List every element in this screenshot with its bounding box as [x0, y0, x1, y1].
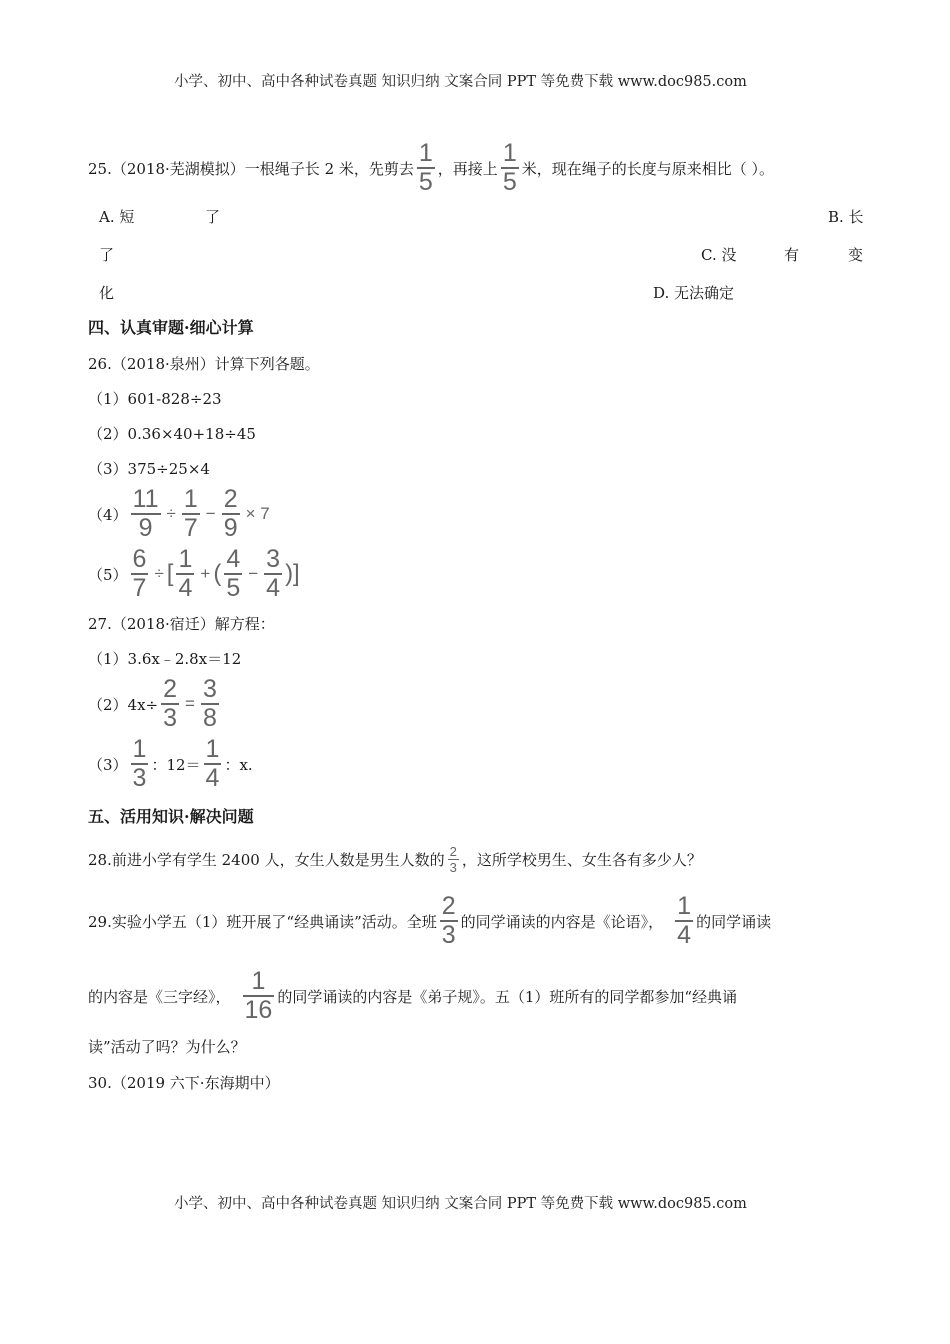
question-29-line-3: 读”活动了吗？为什么？ — [88, 1038, 246, 1056]
q25-text-c: 米，现在绳子的长度与原来相比（ ）。 — [521, 159, 774, 178]
fraction-two-thirds — [440, 894, 458, 948]
fraction-denominator: 5 — [502, 168, 517, 196]
fraction-denominator: 5 — [418, 168, 433, 196]
fraction-eleven-ninths — [131, 487, 161, 541]
fraction-one-sixteenth — [243, 969, 275, 1023]
fraction-three-quarters — [264, 547, 282, 601]
fraction-denominator: 4 — [677, 921, 692, 949]
q27-part-2 — [88, 676, 222, 732]
q29-text-b: 的同学诵读的内容是《论语》， — [460, 912, 664, 931]
fraction-numerator: 1 — [132, 735, 147, 763]
q25-option-d: D. 无法确定 — [653, 284, 735, 302]
fraction-one-fifth — [501, 141, 519, 195]
operator-minus: − — [248, 564, 259, 583]
q29-text-d: 的内容是《三字经》， — [88, 987, 231, 1006]
operator-minus: − — [205, 504, 216, 523]
fraction-denominator: 3 — [449, 859, 457, 875]
fraction-denominator: 7 — [132, 574, 147, 602]
right-brackets: )] — [285, 560, 300, 587]
fraction-denominator: 4 — [205, 764, 220, 792]
fraction-one-third — [131, 737, 149, 791]
fraction-denominator: 16 — [244, 996, 273, 1024]
fraction-denominator: 3 — [132, 764, 147, 792]
fraction-denominator: 4 — [178, 574, 193, 602]
fraction-numerator: 3 — [266, 545, 281, 573]
question-29-line-2 — [88, 967, 737, 1025]
fraction-one-seventh — [182, 487, 200, 541]
q27-part-1: （1）3.6x﹣2.8x＝12 — [88, 650, 242, 668]
section-5-title: 五、活用知识·解决问题 — [88, 807, 254, 826]
q26-part-3: （3）375÷25×4 — [88, 460, 210, 478]
page-header: 小学、初中、高中各种试卷真题 知识归纳 文案合同 PPT 等免费下载 www.doc985.com — [174, 74, 747, 90]
q26-part-4 — [88, 486, 273, 542]
fraction-one-quarter — [176, 547, 194, 601]
left-bracket: [ — [166, 560, 174, 587]
fraction-three-eighths — [201, 677, 219, 731]
fraction-numerator: 4 — [226, 545, 241, 573]
q25-text-a: 25.（2018·芜湖模拟）一根绳子长 2 米，先剪去 — [88, 159, 414, 178]
fraction-numerator: 1 — [502, 139, 517, 167]
fraction-numerator: 6 — [132, 545, 147, 573]
ratio-middle: ：12＝ — [151, 755, 201, 774]
fraction-numerator: 1 — [251, 967, 266, 995]
part-label: （2）4x÷ — [88, 695, 159, 714]
fraction-six-sevenths — [131, 547, 149, 601]
page-footer: 小学、初中、高中各种试卷真题 知识归纳 文案合同 PPT 等免费下载 www.doc985.com — [174, 1196, 747, 1212]
fraction-denominator: 7 — [183, 514, 198, 542]
fraction-numerator: 1 — [178, 545, 193, 573]
q25-option-c-tail: 化 — [99, 284, 115, 302]
question-27-stem: 27.（2018·宿迁）解方程： — [88, 615, 275, 633]
fraction-denominator: 3 — [441, 921, 456, 949]
q28-text-a: 28.前进小学有学生 2400 人，女生人数是男生人数的 — [88, 850, 445, 869]
part-label: （5） — [88, 565, 128, 584]
question-26-stem: 26.（2018·泉州）计算下列各题。 — [88, 355, 320, 373]
q28-text-b: ，这所学校男生、女生各有多少人？ — [461, 850, 702, 869]
fraction-denominator: 8 — [202, 704, 217, 732]
operator-divide: ÷ — [154, 564, 164, 583]
fraction-numerator: 11 — [132, 485, 159, 513]
fraction-denominator: 5 — [226, 574, 241, 602]
fraction-numerator: 2 — [223, 485, 238, 513]
operator-equals: = — [185, 694, 195, 713]
fraction-numerator: 1 — [205, 735, 220, 763]
fraction-one-quarter — [204, 737, 222, 791]
question-25-stem — [88, 140, 774, 196]
fraction-numerator: 3 — [202, 675, 217, 703]
q25-text-b: ，再接上 — [437, 159, 498, 178]
question-29-line-1 — [88, 892, 771, 950]
fraction-numerator: 2 — [163, 675, 178, 703]
q26-part-5 — [88, 546, 300, 602]
q25-option-c-2: 有 — [784, 246, 800, 264]
fraction-one-quarter — [675, 894, 693, 948]
fraction-denominator: 4 — [266, 574, 281, 602]
q25-option-c-1: C. 没 — [701, 246, 737, 264]
fraction-four-fifths — [224, 547, 242, 601]
fraction-numerator: 2 — [449, 843, 457, 859]
fraction-numerator: 2 — [441, 892, 456, 920]
fraction-numerator: 1 — [183, 485, 198, 513]
q25-option-a-tail: 了 — [205, 208, 221, 226]
part-label: （4） — [88, 505, 128, 524]
q25-option-a: A. 短 — [99, 208, 135, 226]
fraction-two-ninths — [222, 487, 240, 541]
fraction-denominator: 9 — [138, 514, 153, 542]
fraction-numerator: 1 — [418, 139, 433, 167]
fraction-two-thirds — [161, 677, 179, 731]
operator-plus: + — [200, 564, 211, 583]
fraction-numerator: 1 — [677, 892, 692, 920]
q27-part-3 — [88, 736, 253, 792]
q25-option-b-tail: 了 — [99, 246, 115, 264]
q29-text-e: 的同学诵读的内容是《弟子规》。五（1）班所有的同学都参加“经典诵 — [277, 987, 738, 1006]
part-label: （3） — [88, 755, 128, 774]
ratio-tail: ：x. — [224, 755, 253, 774]
q25-option-c-3: 变 — [848, 246, 864, 264]
q29-text-a: 29.实验小学五（1）班开展了“经典诵读”活动。全班 — [88, 912, 437, 931]
question-30-stem: 30.（2019 六下·东海期中） — [88, 1074, 280, 1092]
q25-option-b: B. 长 — [828, 208, 864, 226]
operator-times-seven: × 7 — [245, 504, 270, 523]
fraction-one-fifth — [417, 141, 435, 195]
left-paren: ( — [213, 560, 222, 587]
section-4-title: 四、认真审题·细心计算 — [88, 318, 254, 337]
fraction-denominator: 3 — [163, 704, 178, 732]
question-28 — [88, 834, 702, 884]
fraction-denominator: 9 — [223, 514, 238, 542]
q29-text-c: 的同学诵读 — [696, 912, 772, 931]
fraction-two-thirds — [448, 845, 459, 874]
q26-part-1: （1）601-828÷23 — [88, 390, 222, 408]
operator-divide: ÷ — [166, 504, 176, 523]
q26-part-2: （2）0.36×40+18÷45 — [88, 425, 256, 443]
